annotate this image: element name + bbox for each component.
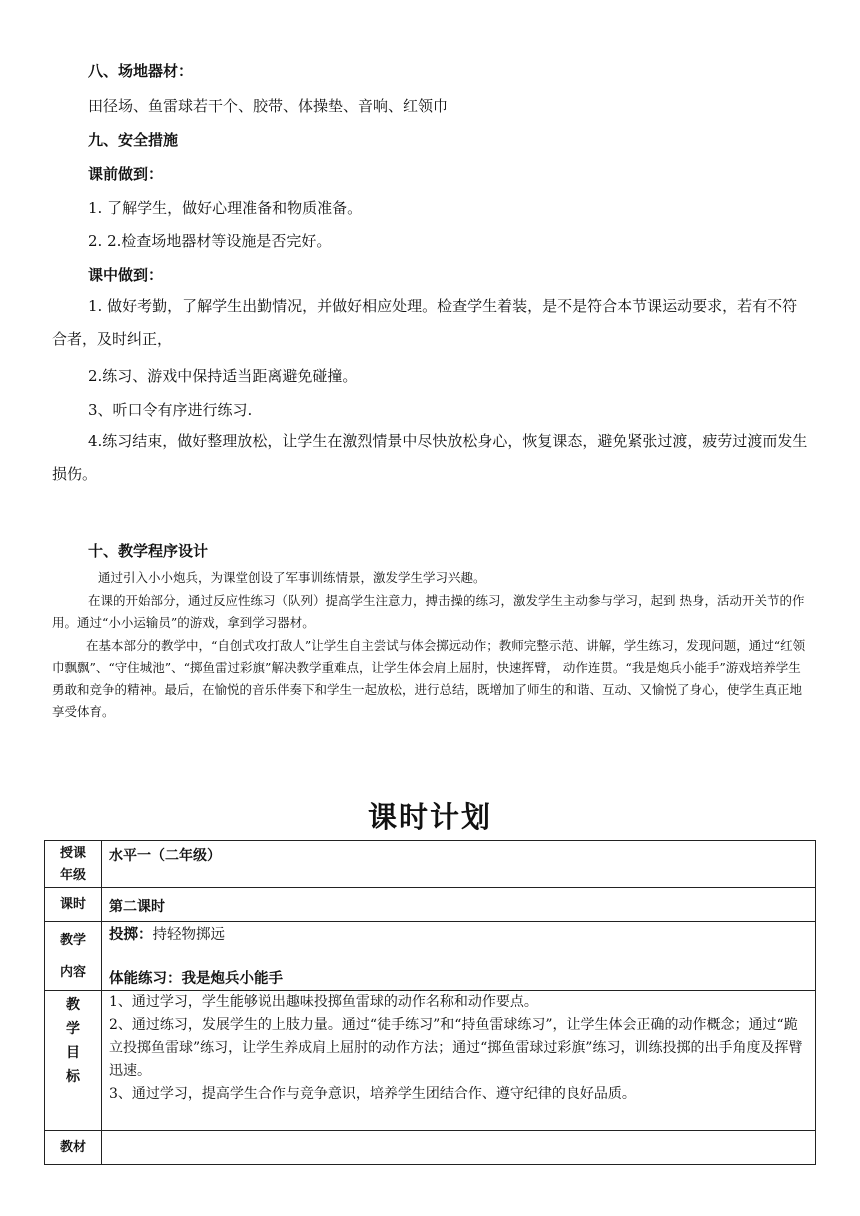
content-label bbox=[45, 922, 102, 991]
goal-label bbox=[45, 991, 102, 1131]
section9-heading: 九、安全措施 bbox=[88, 131, 179, 149]
goal-label-char-1: 教 bbox=[66, 997, 80, 1013]
before-class-heading: 课前做到： bbox=[88, 165, 164, 183]
goal-value bbox=[102, 991, 816, 1131]
grade-value: 水平一（二年级） bbox=[102, 841, 816, 888]
during-paragraph-4: 4.练习结束，做好整理放松，让学生在激烈情景中尽快放松身心，恢复课态，避免紧张过渡，疲劳过渡而发生损伤。 bbox=[52, 432, 808, 483]
section8-text: 田径场、鱼雷球若干个、胶带、体操垫、音响、红领巾 bbox=[88, 97, 449, 115]
content-text-1: 持轻物掷远 bbox=[152, 927, 225, 943]
content-value bbox=[102, 922, 816, 991]
table-row bbox=[45, 888, 816, 922]
goal-label-char-2: 学 bbox=[66, 1021, 80, 1037]
grade-label bbox=[45, 841, 102, 888]
goal-label-char-3: 目 bbox=[66, 1045, 80, 1061]
grade-label-line-2: 年级 bbox=[59, 868, 86, 883]
table-row bbox=[45, 1131, 816, 1165]
during-paragraph-1: 1. 做好考勤，了解学生出勤情况，并做好相应处理。检查学生着装，是不是符合本节课运动要求，若有不符合者，及时纠正， bbox=[52, 297, 798, 348]
content-label-line-2: 内容 bbox=[59, 965, 86, 980]
grade-label-line-1: 授课 bbox=[59, 846, 86, 861]
section8-heading: 八、场地器材： bbox=[88, 62, 194, 80]
table-row bbox=[45, 991, 816, 1131]
during-class-heading: 课中做到： bbox=[88, 266, 164, 284]
content-bold-1: 投掷： bbox=[109, 927, 153, 943]
material-value bbox=[102, 1131, 816, 1165]
section10-paragraph-1: 通过引入小小炮兵，为课堂创设了军事训练情景，激发学生学习兴趣。 bbox=[98, 570, 486, 585]
goal-label-char-4: 标 bbox=[66, 1069, 80, 1085]
table-row bbox=[45, 841, 816, 888]
table-row bbox=[45, 922, 816, 991]
lesson-label: 课时 bbox=[45, 888, 102, 922]
content-bold-2: 体能练习：我是炮兵小能手 bbox=[109, 971, 283, 987]
before-item-2: 2. 2.检查场地器材等设施是否完好。 bbox=[88, 232, 332, 250]
during-paragraph-3: 3、听口令有序进行练习. bbox=[88, 401, 253, 419]
section10-paragraph-3: 在基本部分的教学中，“自创式攻打敌人”让学生自主尝试与体会掷远动作；教师完整示范、讲解，学生练习，发现问题，通过“红领巾飘飘”、“守住城池”、“掷鱼雷过彩旗”解决教学重难点，让学生体会肩上屈肘，快速挥臂， 动作连贯。“我是炮兵小能手”游戏培养学生勇敢和竞争的精神。最后，在愉悦的音乐伴奏下和学生一起放松，进行总结，既增加了师生的和谐、互动、又愉悦了身心，使学生真正地享受体育。 bbox=[52, 638, 806, 719]
section10-paragraph-2: 在课的开始部分，通过反应性练习（队列）提高学生注意力，搏击操的练习，激发学生主动参与学习，起到 热身，活动开关节的作用。通过“小小运输员”的游戏，拿到学习器材。 bbox=[52, 593, 805, 630]
during-paragraph-2: 2.练习、游戏中保持适当距离避免碰撞。 bbox=[88, 367, 358, 385]
goal-1: 1、通过学习，学生能够说出趣味投掷鱼雷球的动作名称和动作要点。 bbox=[109, 994, 538, 1010]
lesson-plan-title: 课时计划 bbox=[367, 800, 492, 834]
material-label: 教材 bbox=[45, 1131, 102, 1165]
section10-heading: 十、教学程序设计 bbox=[88, 542, 209, 560]
goal-3: 3、通过学习，提高学生合作与竞争意识，培养学生团结合作、遵守纪律的良好品质。 bbox=[109, 1086, 636, 1102]
goal-2: 2、通过练习，发展学生的上肢力量。通过“徒手练习”和“持鱼雷球练习”，让学生体会正确的动作概念；通过“跪立投掷鱼雷球”练习，让学生养成肩上屈肘的动作方法；通过“掷鱼雷球过彩旗”练习，训练投掷的出手角度及挥臂迅速。 bbox=[109, 1017, 803, 1079]
before-item-1: 1. 了解学生，做好心理准备和物质准备。 bbox=[88, 199, 363, 217]
content-label-line-1: 教学 bbox=[59, 933, 86, 948]
lesson-plan-table bbox=[44, 840, 816, 1165]
lesson-value: 第二课时 bbox=[102, 888, 816, 922]
